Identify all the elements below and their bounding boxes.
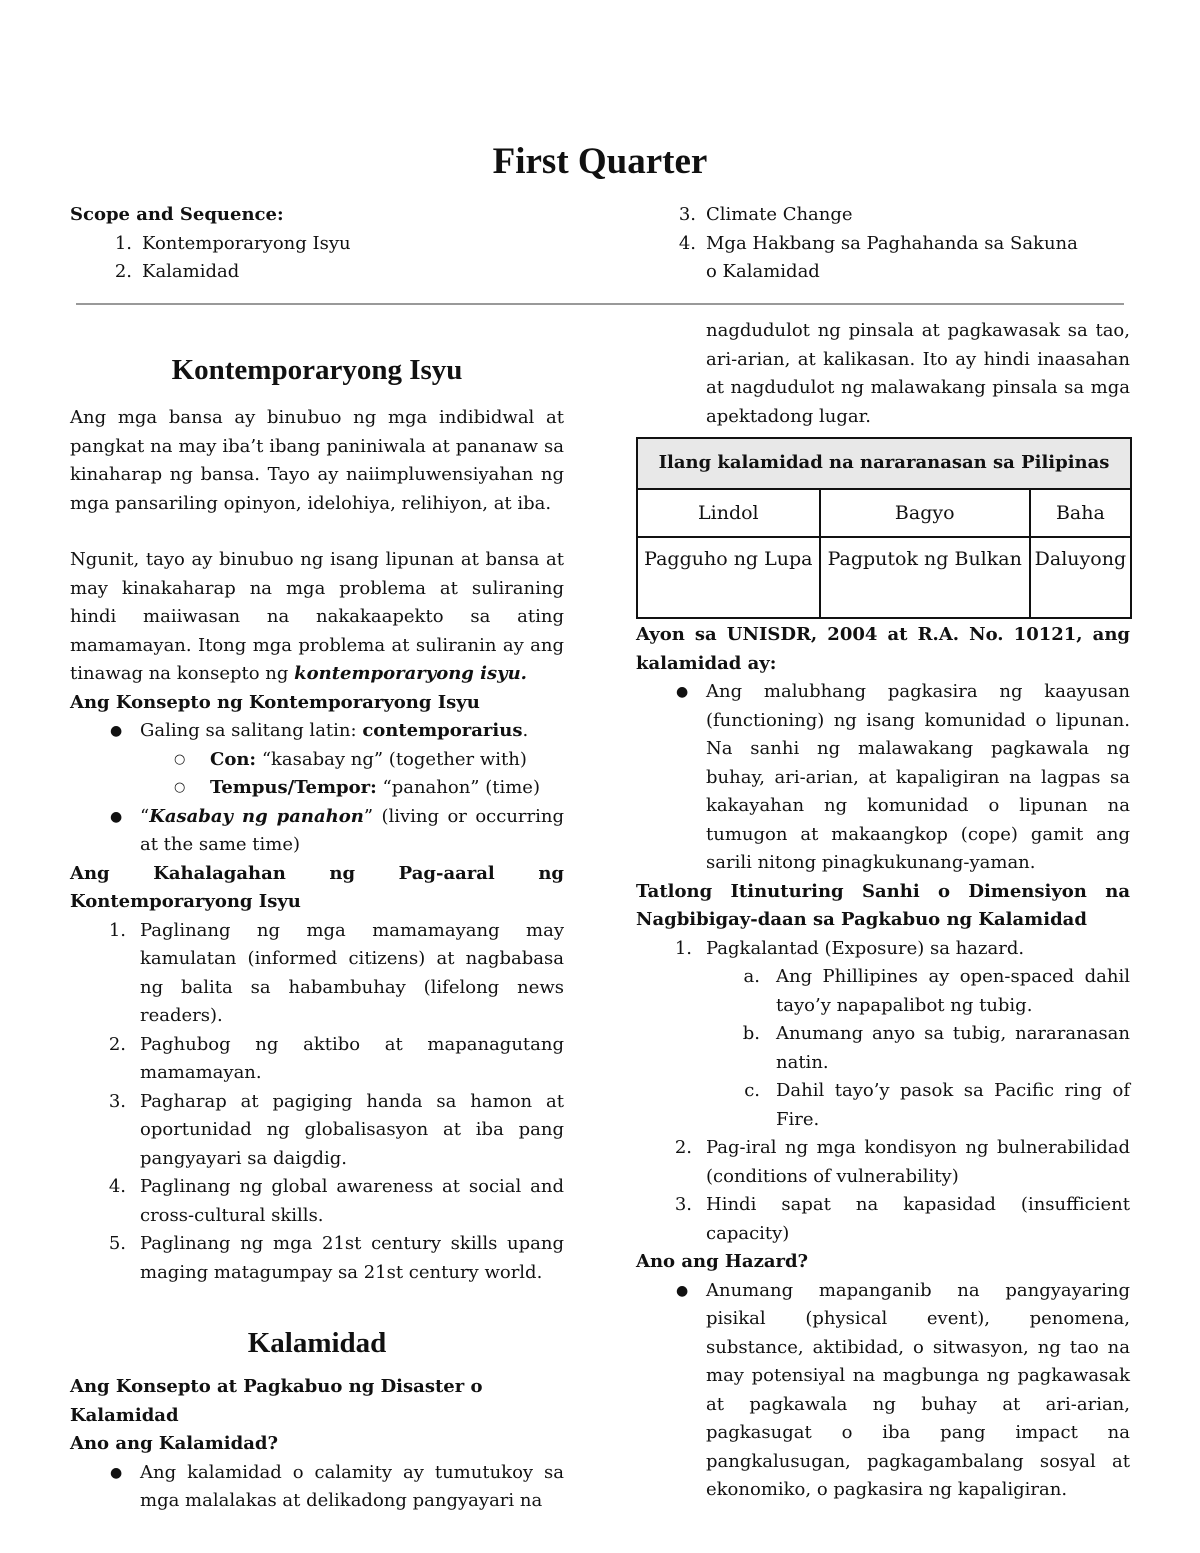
unisdr-heading: Ayon sa UNISDR, 2004 at R.A. No. 10121, ang kalamidad ay: (636, 624, 1130, 674)
section-title-kalamidad: Kalamidad (247, 1327, 387, 1359)
list-item: 2. Paghubog ng aktibo at mapanagutang mamamayan. (108, 1033, 564, 1083)
circle-bullet-icon: ○ (174, 780, 186, 795)
scope-left (70, 201, 610, 287)
list-item: 3. Pagharap at pagiging handa sa hamon at oportunidad ng globalisasyon at iba pang pangyayari sa daigdig. (108, 1090, 564, 1169)
intro-paragraph: Ang mga bansa ay binubuo ng mga indibidwal at pangkat na may iba’t ibang paniniwala at pananaw sa kinaharap ng bansa. Tayo ay naiimpluwensiyahan ng mga pansariling opinyon, idelohiya, relihiyon, at iba. (70, 407, 564, 514)
circle-bullet-icon: ○ (174, 751, 186, 767)
section-title-kontemporaryo: Kontemporaryong Isyu (171, 354, 463, 386)
table-cell: Pagputok ng Bulkan (820, 537, 1030, 618)
continued-paragraph: nagdudulot ng pinsala at pagkawasak sa tao, ari-arian, at kalikasan. Ito ay hindi inaasahan at nagdudulot ng malawakang pinsala sa mga apektadong lugar. (706, 320, 1130, 427)
list-item: ● Galing sa salitang latin: contemporarius. (70, 717, 564, 746)
list-item: 1. Paglinang ng mga mamamayang may kamulatan (informed citizens) at nagbabasa ng balita sa habambuhay (lifelong news readers). (108, 919, 564, 1026)
list-item: 3. Hindi sapat na kapasidad (insufficient capacity) (674, 1194, 1130, 1244)
bullet-icon: ● (110, 723, 123, 739)
list-item: b. Anumang anyo sa tubig, nararanasan natin. (742, 1023, 1130, 1073)
list-item: ○ Tempus/Tempor: “panahon” (time) (70, 774, 564, 803)
scope-item: 4. Mga Hakbang sa Paghahanda sa Sakuna o Kalamidad (678, 232, 1078, 282)
table-cell: Daluyong (1030, 537, 1131, 618)
hazard-heading: Ano ang Hazard? (636, 1251, 809, 1272)
table-cell: Baha (1030, 489, 1131, 537)
page-title: First Quarter (492, 141, 708, 182)
scope-item: 3. Climate Change (678, 204, 853, 225)
list-item: 1. Pagkalantad (Exposure) sa hazard. (674, 937, 1025, 959)
kalamidad-table (636, 437, 1132, 619)
table-header: Ilang kalamidad na nararanasan sa Pilipinas (637, 438, 1131, 489)
bullet-icon: ● (676, 684, 689, 700)
pagkabuo-heading: Ang Konsepto at Pagkabuo ng Disaster o Kalamidad (70, 1376, 483, 1426)
konsepto-heading: Ang Konsepto ng Kontemporaryong Isyu (70, 691, 480, 713)
list-item: 4. Paglinang ng global awareness at social and cross-cultural skills. (108, 1176, 564, 1226)
table-cell: Pagguho ng Lupa (637, 537, 820, 618)
scope-heading: Scope and Sequence: (70, 204, 284, 225)
list-item: ● “Kasabay ng panahon” (living or occurring at the same time) (70, 803, 564, 860)
bullet-icon: ● (676, 1282, 689, 1299)
list-item: ● Anumang mapanganib na pangyayaring pisikal (physical event), penomena, substance, aktibidad, o sitwasyon, ng tao na may potensiyal na magbunga ng pagkawasak at pagkawala ng buhay at ari-arian, pagkasugat o iba pang impact na pangkalusugan, pagkagambalang sosyal at ekonomiko, o pagkasira ng kapaligiran. (636, 1277, 1130, 1505)
ngunit-paragraph: Ngunit, tayo ay binubuo ng isang lipunan at bansa at may kinakaharap na mga problema at suliraning hindi maiiwasan na nakakaapekto sa ating mamamayan. Itong mga problema at suliranin ay ang tinawag na konsepto ng kontemporaryong isyu. (70, 549, 564, 684)
list-item: ● Ang kalamidad o calamity ay tumutukoy sa mga malalakas at delikadong pangyayari na (70, 1459, 564, 1516)
list-item: a. Ang Phillipines ay open-spaced dahil tayo’y napapalibot ng tubig. (743, 966, 1130, 1016)
scope-item: 2. Kalamidad (114, 261, 240, 282)
table-cell: Bagyo (820, 489, 1030, 537)
list-item: ○ Con: “kasabay ng” (together with) (70, 746, 564, 775)
scope-item: 1. Kontemporaryong Isyu (114, 232, 351, 254)
divider (76, 303, 1124, 305)
tatlong-heading: Tatlong Itinuturing Sanhi o Dimensiyon na Nagbibigay-daan sa Pagkabuo ng Kalamidad (636, 880, 1130, 930)
list-item: 5. Paglinang ng mga 21st century skills upang maging matagumpay sa 21st century world. (108, 1233, 564, 1283)
kahalagahan-heading: Ang Kahalagahan ng Pag-aaral ng Kontemporaryong Isyu (70, 862, 564, 912)
scope-right (636, 201, 1086, 287)
list-item: ● Ang malubhang pagkasira ng kaayusan (functioning) ng isang komunidad o lipunan. Na sanhi ng malawakang pagkawala ng buhay, ari-arian, at kapaligiran na lagpas sa kakayahan ng komunidad o lipunan na tumugon at makaangkop (cope) gamit ang sarili nitong pinagkukunang-yaman. (636, 678, 1130, 878)
right-column (636, 317, 1130, 1505)
ano-kalamidad-heading: Ano ang Kalamidad? (70, 1433, 279, 1454)
left-column (70, 350, 564, 1516)
bullet-icon: ● (110, 808, 123, 825)
bullet-icon: ● (110, 1464, 123, 1481)
list-item: c. Dahil tayo’y pasok sa Pacific ring of Fire. (744, 1080, 1130, 1130)
list-item: 2. Pag-iral ng mga kondisyon ng bulnerabilidad (conditions of vulnerability) (674, 1137, 1130, 1187)
table-cell: Lindol (637, 489, 820, 537)
